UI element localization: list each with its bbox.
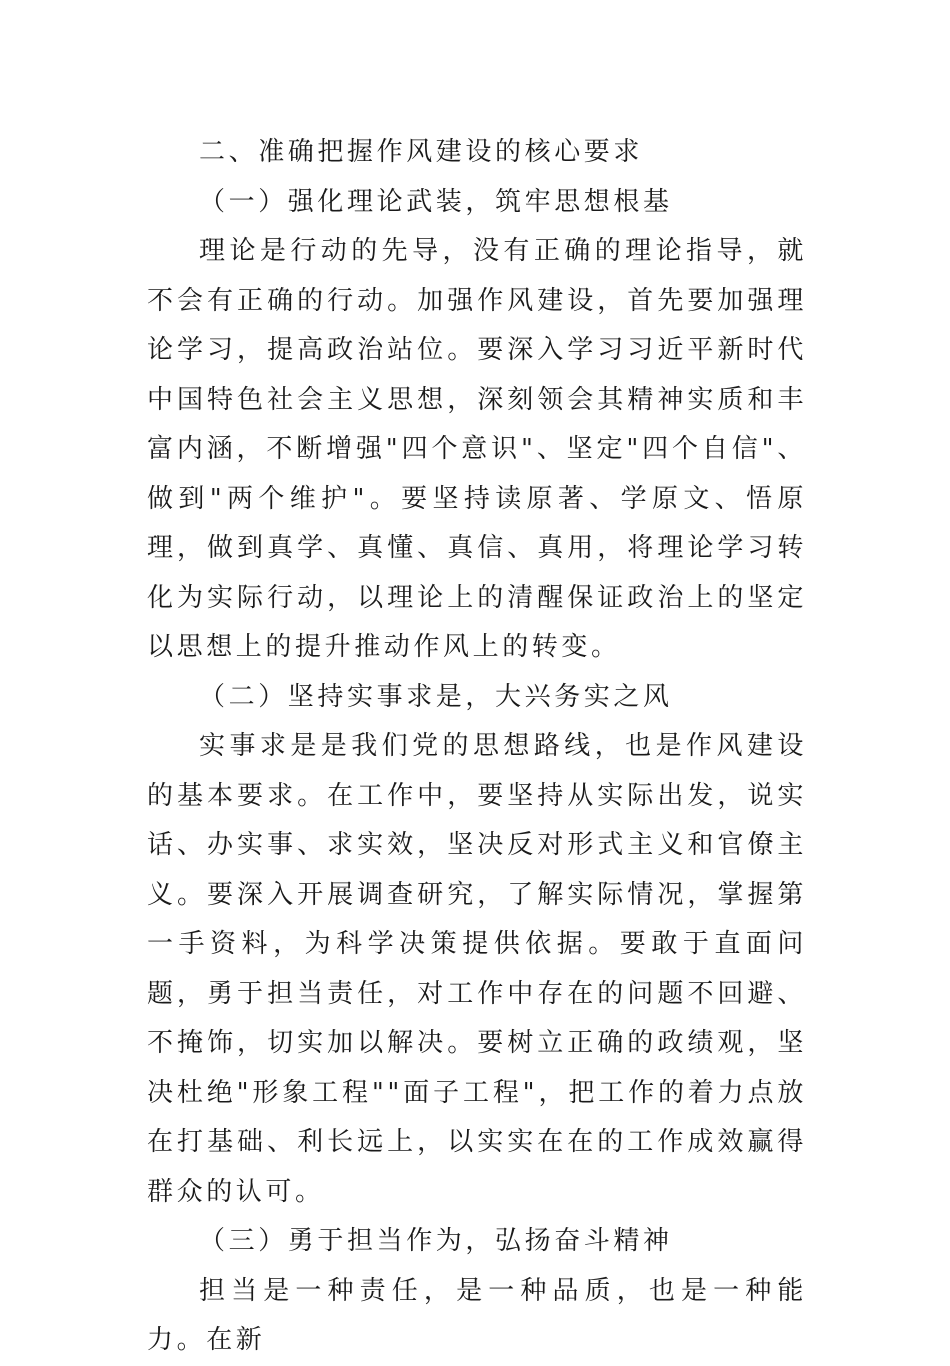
subsection-paragraph-1: 理论是行动的先导，没有正确的理论指导，就不会有正确的行动。加强作风建设，首先要加强理论学习，提高政治站位。要深入学习习近平新时代中国特色社会主义思想，深刻领会其精神实质和丰富内涵，不断增强"四个意识"、坚定"四个自信"、做到"两个维护"。要坚持读原著、学原文、悟原理，做到真学、真懂、真信、真用，将理论学习转化为实际行动，以理论上的清醒保证政治上的坚定以思想上的提升推动作风上的转变。	[147, 236, 807, 662]
subsection-heading-1: （一）强化理论武装，筑牢思想根基	[199, 186, 673, 217]
document-page	[147, 128, 807, 1366]
subsection-paragraph-2: 实事求是是我们党的思想路线，也是作风建设的基本要求。在工作中，要坚持从实际出发，说实话、办实事、求实效，坚决反对形式主义和官僚主义。要深入开展调查研究，了解实际情况，掌握第一手资料，为科学决策提供依据。要敢于直面问题，勇于担当责任，对工作中存在的问题不回避、不掩饰，切实加以解决。要树立正确的政绩观，坚决杜绝"形象工程""面子工程"，把工作的着力点放在打基础、利长远上，以实实在在的工作成效赢得群众的认可。	[147, 731, 807, 1207]
subsection-paragraph-3: 担当是一种责任，是一种品质，也是一种能力。在新	[147, 1275, 807, 1355]
subsection-heading-2: （二）坚持实事求是，大兴务实之风	[199, 681, 673, 712]
section-title: 二、准确把握作风建设的核心要求	[199, 137, 644, 167]
subsection-heading-3: （三）勇于担当作为，弘扬奋斗精神	[199, 1226, 673, 1256]
